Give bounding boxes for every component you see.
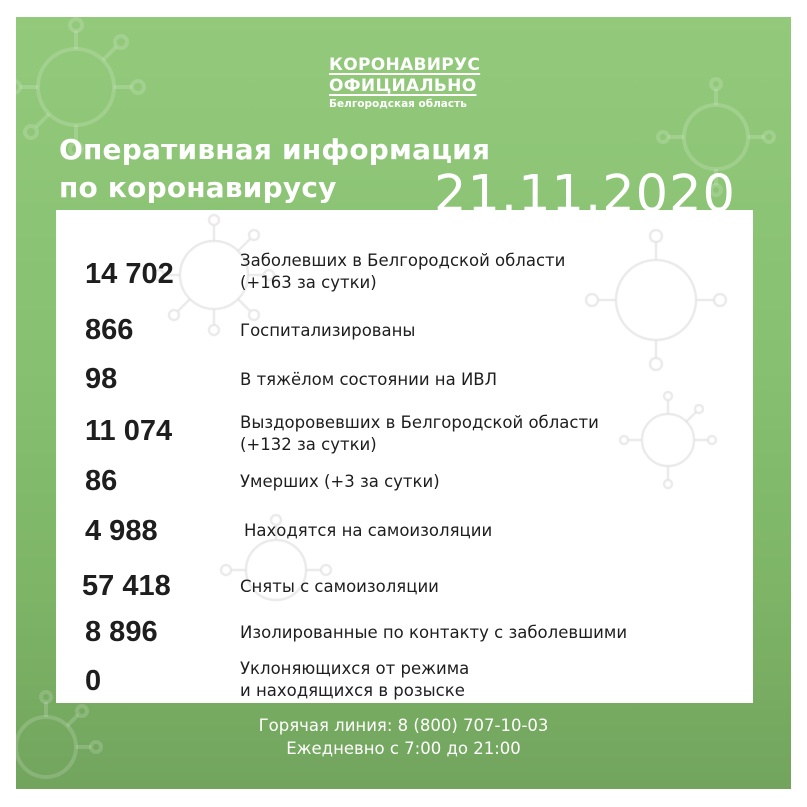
stat-label-line: (+163 за сутки) — [240, 273, 377, 292]
logo-line-1: КОРОНАВИРУС — [329, 55, 481, 75]
virus-icon — [620, 392, 716, 488]
stat-value: 98 — [85, 363, 118, 395]
stat-label — [240, 622, 627, 644]
stat-label-line: Уклоняющихся от режима — [240, 659, 470, 678]
stat-label-line: Госпитализированы — [240, 321, 416, 340]
stat-label-line: В тяжёлом состоянии на ИВЛ — [240, 370, 498, 389]
logo — [329, 55, 480, 111]
page-title — [59, 131, 490, 207]
stat-value: 4 988 — [85, 515, 158, 547]
stat-label-line: Выздоровевших в Белгородской области — [240, 413, 599, 432]
stat-value: 8 896 — [85, 616, 158, 648]
logo-line-2: ОФИЦИАЛЬНО — [329, 76, 477, 96]
stat-label-line: Умерших (+3 за сутки) — [240, 472, 440, 491]
stat-label — [240, 576, 439, 598]
report-date: 21.11.2020 — [434, 165, 737, 224]
footer — [16, 714, 791, 760]
title-line-1: Оперативная информация — [59, 133, 491, 166]
stat-label — [244, 520, 492, 542]
stat-label-line: Находятся на самоизоляции — [244, 521, 493, 540]
stat-label — [240, 369, 497, 391]
stats-card — [56, 210, 753, 703]
stat-value: 11 074 — [85, 415, 173, 447]
stat-value: 57 418 — [82, 570, 171, 602]
logo-line-3: Белгородская область — [329, 98, 467, 110]
stat-label — [240, 471, 440, 493]
stat-label-line: Изолированные по контакту с заболевшими — [240, 623, 628, 642]
virus-icon — [586, 230, 726, 370]
stat-label — [240, 412, 599, 456]
stat-label — [240, 320, 415, 342]
stat-label — [240, 658, 469, 702]
stat-value: 14 702 — [85, 258, 174, 290]
stat-value: 86 — [85, 465, 118, 497]
stat-value: 0 — [85, 665, 102, 697]
stat-label-line: (+132 за сутки) — [240, 435, 377, 454]
stat-label-line: и находящихся в розыске — [240, 681, 465, 700]
green-panel — [16, 17, 791, 789]
stat-label — [240, 250, 565, 294]
title-line-2: по коронавирусу — [59, 171, 337, 204]
stat-value: 866 — [85, 314, 134, 346]
stat-label-line: Заболевших в Белгородской области — [240, 251, 566, 270]
hotline-text: Горячая линия: 8 (800) 707-10-03 — [258, 716, 549, 735]
stat-label-line: Сняты с самоизоляции — [240, 577, 439, 596]
hours-text: Ежедневно с 7:00 до 21:00 — [286, 739, 521, 758]
